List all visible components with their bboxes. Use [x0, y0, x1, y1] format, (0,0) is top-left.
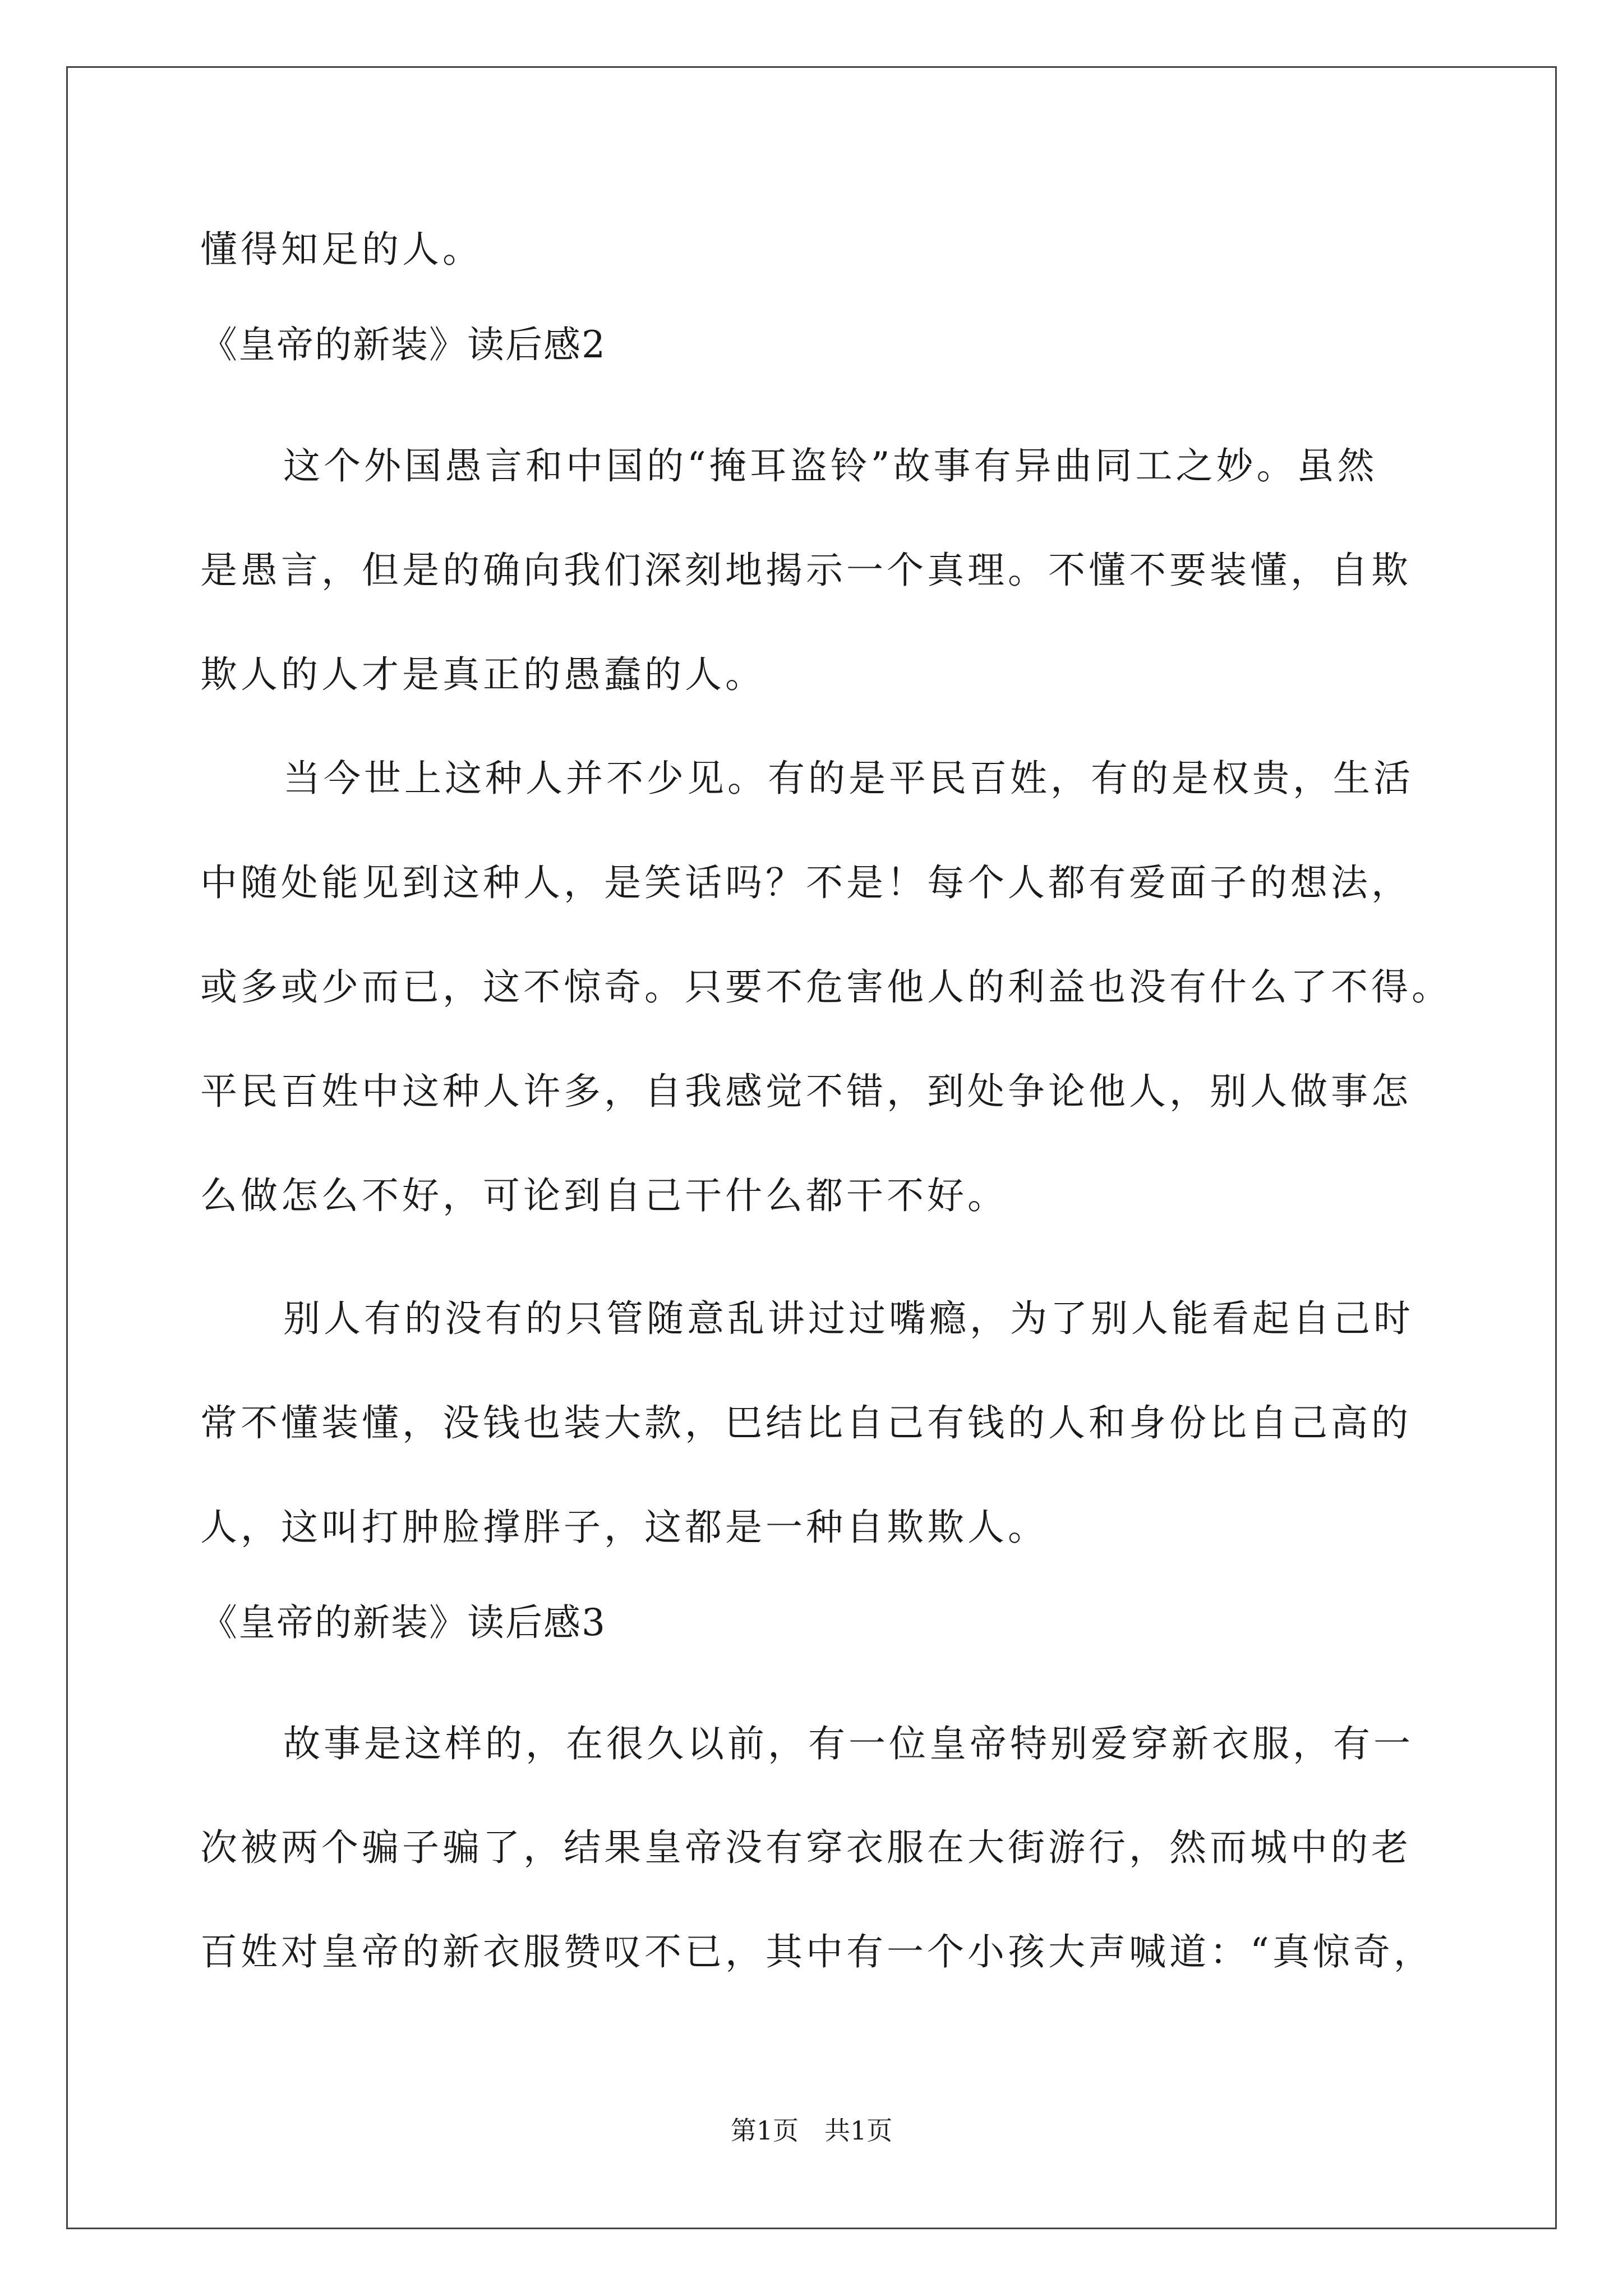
text-line: 人，这叫打肿脸撑胖子，这都是一种自欺欺人。: [200, 1506, 1048, 1549]
section-heading: 《皇帝的新装》读后感2: [200, 323, 606, 366]
paragraph-first-line: 这个外国愚言和中国的“掩耳盗铃”故事有异曲同工之妙。虽然: [283, 444, 1378, 487]
text-line: 么做怎么不好，可论到自己干什么都干不好。: [200, 1174, 1008, 1217]
section-heading: 《皇帝的新装》读后感3: [200, 1601, 606, 1644]
text-line: 中随处能见到这种人，是笑话吗？不是！每个人都有爱面子的想法，: [200, 861, 1412, 904]
text-line: 是愚言，但是的确向我们深刻地揭示一个真理。不懂不要装懂，自欺: [200, 549, 1412, 592]
text-line: 常不懂装懂，没钱也装大款，巴结比自己有钱的人和身份比自己高的: [200, 1401, 1412, 1444]
text-line: 平民百姓中这种人许多，自我感觉不错，到处争论他人，别人做事怎: [200, 1070, 1412, 1113]
text-line: 百姓对皇帝的新衣服赞叹不已，其中有一个小孩大声喊道：“真惊奇，: [200, 1930, 1434, 1973]
paragraph-first-line: 当今世上这种人并不少见。有的是平民百姓，有的是权贵，生活: [283, 757, 1414, 800]
text-line: 欺人的人才是真正的愚蠢的人。: [200, 653, 766, 696]
text-line: 懂得知足的人。: [200, 228, 483, 271]
paragraph-first-line: 别人有的没有的只管随意乱讲过过嘴瘾，为了别人能看起自己时: [283, 1297, 1414, 1340]
text-line: 次被两个骗子骗了，结果皇帝没有穿衣服在大街游行，然而城中的老: [200, 1826, 1412, 1869]
page-border: [66, 66, 1557, 2229]
paragraph-first-line: 故事是这样的，在很久以前，有一位皇帝特别爱穿新衣服，有一: [283, 1722, 1414, 1765]
text-line: 或多或少而已，这不惊奇。只要不危害他人的利益也没有什么了不得。: [200, 965, 1452, 1009]
page-footer: 第1页 共1页: [730, 2115, 893, 2146]
